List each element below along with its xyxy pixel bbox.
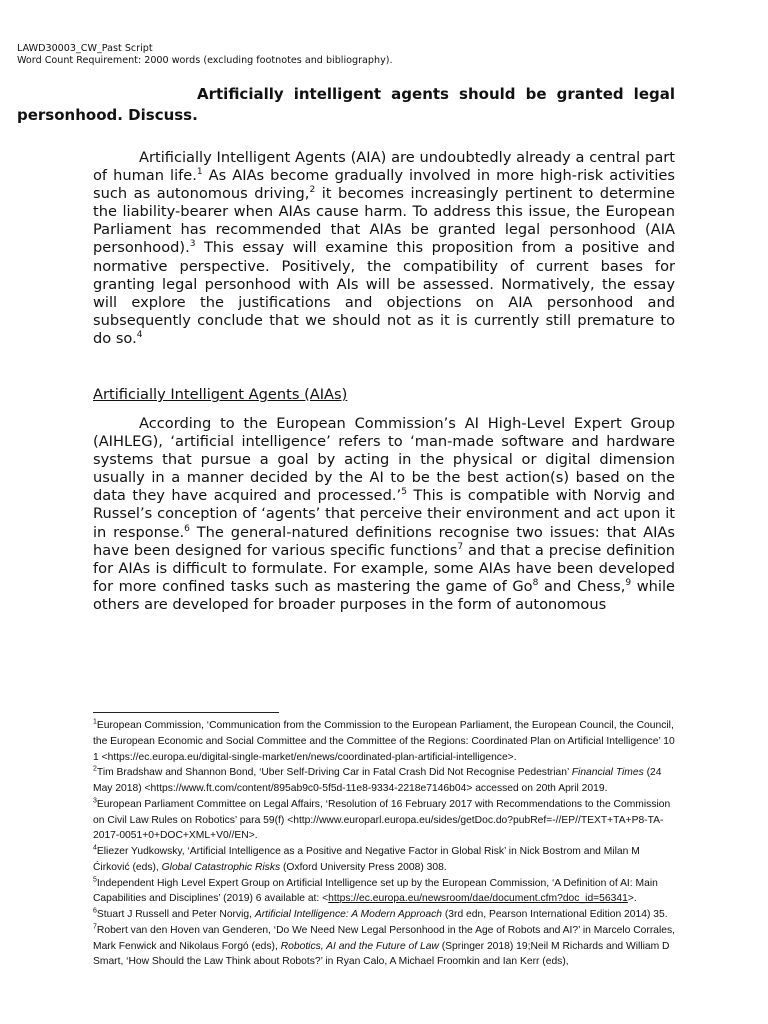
section-text: while others are developed for broader purposes in the form of autonomous (93, 577, 675, 613)
footnote-3: $^3$European Parliament Committee on Legal Affairs, ‘Resolution of 16 February 2017 with Recommendations to the Commission on Civil Law Rules on Robotics’ para 59(f) <http://www.europarl.europa.eu/sides/getDoc.do?pubRef=-//EP//TEXT+TA+P8-TA-2017-0051+0+DOC+XML+V0//EN>. (93, 797, 671, 842)
footnote-ref-1[interactable]: 1 (196, 167, 203, 178)
intro-text: Artificially Intelligent Agents (AIA) are undoubtedly already a central part of human life. (93, 149, 675, 185)
footnote-1: $^1$European Commission, ‘Communication from the Commission to the European Parliament, the European Council, the Council, the European Economic and Social Committee and the Committee of the Regions: Coordinated Plan on Artificial Intelligence’ 10 1 <https://ec.europa.eu/digital-single-market/en/news/coordinated-plan-artificial-intelligence>. (93, 718, 675, 763)
footnote-ref-8[interactable]: 8 (532, 577, 539, 588)
section-text: This is compatible with Norvig and Russel’s conception of ‘agents’ that perceive their environment and act upon it in response. (93, 487, 675, 541)
footnote-ref-4[interactable]: 4 (136, 330, 143, 341)
header-word-count: Word Count Requirement: 2000 words (excluding footnotes and bibliography). (17, 55, 393, 66)
footnote-ref-7[interactable]: 7 (457, 541, 464, 552)
footnote-ref-5[interactable]: 5 (401, 487, 407, 498)
footnote-separator (93, 712, 279, 713)
footnote-ref-2[interactable]: 2 (309, 185, 316, 196)
footnotes (93, 718, 676, 970)
section-text: The general-natured definitions recognise two issues: that AIAs have been designed for various specific functions (93, 523, 675, 559)
footnote-ref-6[interactable]: 6 (184, 523, 190, 534)
footnote-5: $^5$Independent High Level Expert Group on Artificial Intelligence set up by the European Commission, ‘A Definition of AI: Main Capabilities and Disciplines’ (2019) 6 available at: <https://ec.europa.eu/newsroom/dae/document.cfm?doc_id=56341>. (93, 876, 658, 905)
footnote-6: $^6$Stuart J Russell and Peter Norvig, Artificial Intelligence: A Modern Approach (3rd edn, Pearson International Edition 2014) 35. (93, 907, 668, 920)
intro-paragraph (93, 149, 675, 348)
footnote-7: $^7$Robert van den Hoven van Genderen, ‘Do We Need New Legal Personhood in the Age of Robots and AI?’ in Marcelo Corrales, Mark Fenwick and Nikolaus Forgó (eds), Robotics, AI and the Future of Law (Springer 2018) 19;Neil M Richards and William D Smart, ‘How Should the Law Think about Robots?’ in Ryan Calo, A Michael Froomkin and Ian Kerr (eds), (93, 923, 676, 968)
section-text: According to the European Commission’s AI High-Level Expert Group (AIHLEG), ‘artificial intelligence’ refers to ‘man-made software and hardware systems that pursue a goal by acting in the physical or digital dimension usually in a manner decided by the AI to be the best action(s) based on the data they have acquired and processed.’ (93, 415, 675, 505)
footnote-link[interactable]: https://ec.europa.eu/newsroom/dae/document.cfm?doc_id=56341 (328, 893, 628, 905)
footnote-2: $^2$Tim Bradshaw and Shannon Bond, ‘Uber Self-Driving Car in Fatal Crash Did Not Recognise Pedestrian’ Financial Times (24 May 2018) <https://www.ft.com/content/895ab9c0-5f5d-11e8-9334-2218e7146b04> accessed on 20th April 2019. (93, 765, 662, 794)
essay-title-text: Artificially intelligent agents should be granted legal personhood. Discuss. (17, 85, 675, 124)
section-text: and that a precise definition for AIAs is difficult to formulate. For example, some AIAs have been developed for more confined tasks such as mastering the game of Go (93, 541, 675, 595)
intro-text: This essay will examine this proposition from a positive and normative perspective. Positively, the compatibility of current bases for granting legal personhood with AIs will be assessed. Normatively, the essay will explore the justifications and objections on AIA personhood and subsequently conclude that we should not as it is currently still premature to do so. (93, 239, 675, 347)
section-text: and Chess, (538, 577, 626, 595)
footnote-4: $^4$Eliezer Yudkowsky, ‘Artificial Intelligence as a Positive and Negative Factor in Global Risk’ in Nick Bostrom and Milan M Ćirković (eds), Global Catastrophic Risks (Oxford University Press 2008) 308. (93, 844, 640, 873)
essay-title (17, 84, 675, 126)
section-heading: Artificially Intelligent Agents (AIAs) (93, 386, 348, 403)
footnote-ref-3[interactable]: 3 (189, 239, 196, 250)
intro-text: As AIAs become gradually involved in more high-risk activities such as autonomous driving, (93, 167, 675, 203)
section-paragraph (93, 415, 675, 614)
intro-text: it becomes increasingly pertinent to determine the liability-bearer when AIAs cause harm. To address this issue, the European Parliament has recommended that AIAs be granted legal personhood (AIA personhood). (93, 185, 675, 257)
footnote-ref-9[interactable]: 9 (625, 577, 632, 588)
header-module-code: LAWD30003_CW_Past Script (17, 43, 153, 54)
